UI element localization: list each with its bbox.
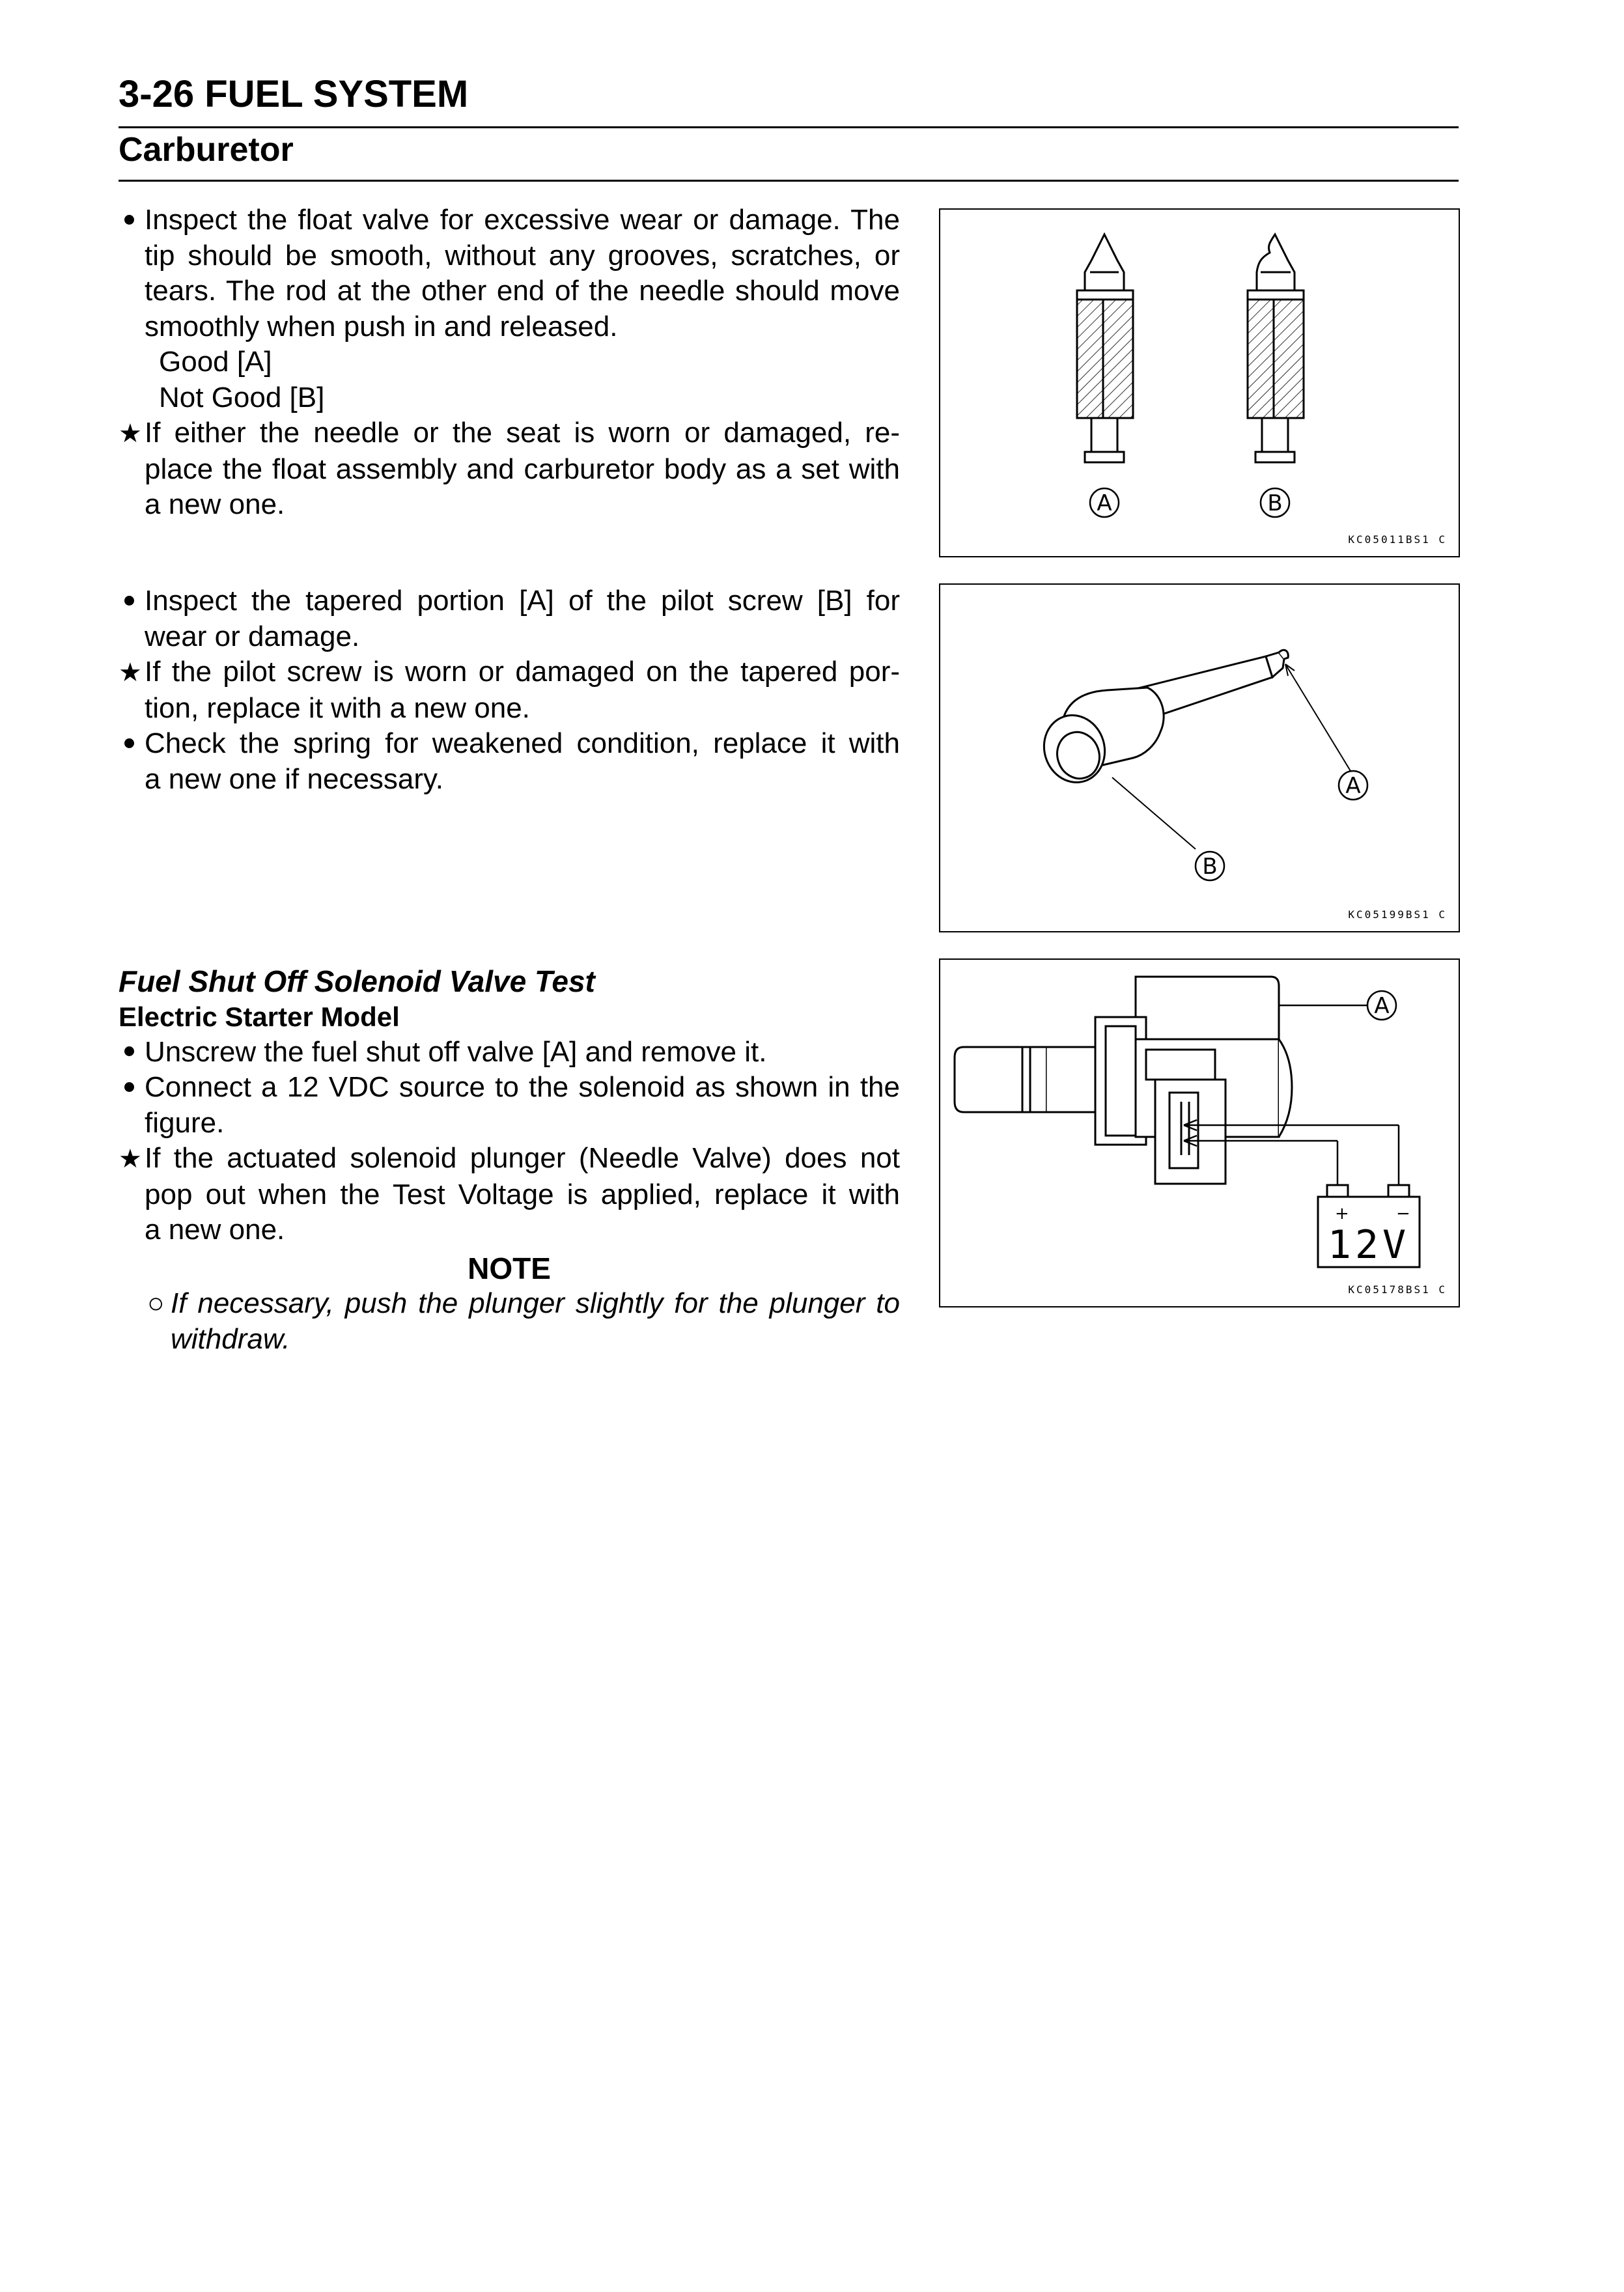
star-item xyxy=(119,415,900,452)
body-text: a new one. xyxy=(145,488,285,520)
figure-code: KC05199BS1 C xyxy=(1348,908,1447,921)
bullet-icon xyxy=(124,738,134,748)
body-text: pop out when the Test Voltage is applied, replace it with xyxy=(145,1178,900,1210)
note-text: withdraw. xyxy=(171,1322,290,1355)
label-b: B xyxy=(1267,490,1283,516)
note-item xyxy=(119,1286,900,1322)
figure-code: KC05011BS1 C xyxy=(1348,533,1447,546)
voltage-label: 12V xyxy=(1327,1222,1410,1268)
bullet-item xyxy=(119,583,900,619)
body-text: Not Good [B] xyxy=(159,381,325,413)
float-valve-instructions xyxy=(119,203,900,523)
pilot-screw-drawing xyxy=(1035,650,1288,790)
star-item xyxy=(119,1141,900,1177)
label-a: A xyxy=(1374,993,1390,1019)
figure-code: KC05178BS1 C xyxy=(1348,1283,1447,1296)
star-icon: ★ xyxy=(119,1145,142,1173)
star-icon: ★ xyxy=(119,419,142,448)
body-text: Connect a 12 VDC source to the solenoid as shown in the xyxy=(145,1071,900,1103)
bullet-item xyxy=(119,203,900,238)
model-heading: Electric Starter Model xyxy=(119,1001,400,1032)
label-a-callout xyxy=(1367,991,1396,1020)
minus-terminal-label: − xyxy=(1396,1204,1410,1223)
body-text: Inspect the tapered portion [A] of the pilot screw [B] for xyxy=(145,585,900,617)
note-text: If necessary, push the plunger slightly for the plunger to xyxy=(171,1287,900,1319)
body-text: tip should be smooth, without any grooves, scratches, or xyxy=(145,239,900,272)
body-text: If the pilot screw is worn or damaged on the tapered por- xyxy=(145,656,900,688)
body-text: place the float assembly and carburetor body as a set with xyxy=(145,453,900,485)
body-text: wear or damage. xyxy=(145,620,360,652)
star-icon: ★ xyxy=(119,658,142,687)
label-a: A xyxy=(1345,773,1361,799)
plus-terminal-label: + xyxy=(1335,1204,1349,1223)
bullet-item xyxy=(119,1070,900,1106)
bullet-item xyxy=(119,726,900,762)
note-heading: NOTE xyxy=(468,1251,551,1285)
star-item xyxy=(119,654,900,691)
label-b: B xyxy=(1202,854,1218,880)
needle-worn-drawing xyxy=(1248,234,1304,462)
body-text: If either the needle or the seat is worn or damaged, re- xyxy=(145,417,900,449)
bullet-icon xyxy=(124,596,134,606)
body-text: Inspect the float valve for excessive wear or damage. The xyxy=(145,204,900,236)
body-text: If the actuated solenoid plunger (Needle Valve) does not xyxy=(145,1142,900,1174)
body-text: Check the spring for weakened condition, replace it with xyxy=(145,727,900,759)
solenoid-valve-drawing xyxy=(955,977,1292,1184)
subsection-title: Fuel Shut Off Solenoid Valve Test xyxy=(119,964,595,998)
body-text: figure. xyxy=(145,1106,225,1139)
pilot-screw-figure xyxy=(939,583,1460,932)
body-text: Unscrew the fuel shut off valve [A] and remove it. xyxy=(145,1035,767,1068)
body-text: tears. The rod at the other end of the needle should move xyxy=(145,275,900,307)
needle-good-drawing xyxy=(1077,234,1133,462)
body-text: Good [A] xyxy=(159,346,272,378)
page-title: 3-26 FUEL SYSTEM xyxy=(119,73,469,115)
label-a-callout xyxy=(1339,771,1367,800)
hollow-bullet-icon: ○ xyxy=(147,1287,165,1319)
float-valve-figure xyxy=(939,208,1460,557)
body-text: a new one if necessary. xyxy=(145,762,443,795)
solenoid-test-figure xyxy=(939,958,1460,1307)
bullet-icon xyxy=(124,1046,134,1056)
bullet-icon xyxy=(124,1082,134,1092)
body-text: tion, replace it with a new one. xyxy=(145,692,530,724)
label-a-callout xyxy=(1090,488,1119,517)
body-text: smoothly when push in and released. xyxy=(145,310,618,342)
bullet-icon xyxy=(124,215,134,225)
section-title: Carburetor xyxy=(119,131,294,169)
pilot-screw-instructions xyxy=(119,583,900,797)
header-divider xyxy=(119,126,1459,128)
body-text: a new one. xyxy=(145,1214,285,1246)
label-b-callout xyxy=(1196,852,1224,880)
solenoid-test-instructions xyxy=(119,964,900,1357)
section-divider xyxy=(119,180,1459,182)
label-a: A xyxy=(1097,490,1112,516)
label-b-callout xyxy=(1261,488,1289,517)
bullet-item xyxy=(119,1035,900,1070)
